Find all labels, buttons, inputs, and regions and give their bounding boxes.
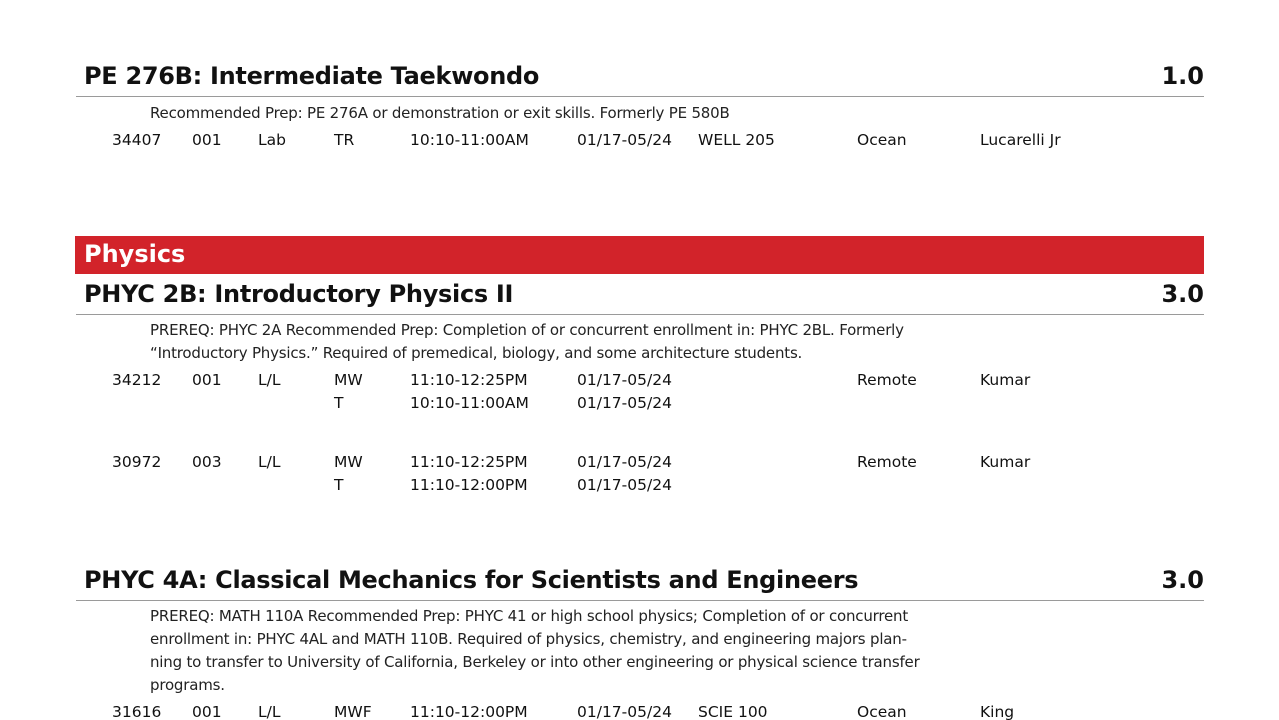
course-header-pe276b xyxy=(76,56,1204,97)
section-days: T xyxy=(334,476,344,494)
section-location: Remote xyxy=(857,453,917,471)
course-description-phyc4a xyxy=(150,605,980,697)
description-line: ning to transfer to University of California, Berkeley or into other engineering or physical science transfer xyxy=(150,653,920,671)
section-days: MW xyxy=(334,453,363,471)
description-line: “Introductory Physics.” Required of premedical, biology, and some architecture students. xyxy=(150,344,803,362)
section-location: Remote xyxy=(857,371,917,389)
course-header-phyc4a xyxy=(76,560,1204,601)
section-type: L/L xyxy=(258,453,281,471)
section-code: 001 xyxy=(192,703,222,720)
section-dates: 01/17-05/24 xyxy=(577,703,672,720)
section-code: 001 xyxy=(192,131,222,149)
section-room: WELL 205 xyxy=(698,131,775,149)
section-days: T xyxy=(334,394,344,412)
section-dates: 01/17-05/24 xyxy=(577,131,672,149)
department-title: Physics xyxy=(84,240,186,268)
course-title: PE 276B: Intermediate Taekwondo xyxy=(84,62,540,90)
section-type: L/L xyxy=(258,703,281,720)
section-days: TR xyxy=(334,131,355,149)
course-units: 3.0 xyxy=(1161,280,1204,308)
description-line: enrollment in: PHYC 4AL and MATH 110B. Required of physics, chemistry, and engineering majors plan- xyxy=(150,630,907,648)
section-time: 11:10-12:25PM xyxy=(410,453,528,471)
section-instructor: Kumar xyxy=(980,371,1031,389)
description-line: programs. xyxy=(150,676,225,694)
section-instructor: King xyxy=(980,703,1015,720)
section-number: 34212 xyxy=(112,371,162,389)
section-location: Ocean xyxy=(857,131,907,149)
section-time: 11:10-12:00PM xyxy=(410,703,528,720)
section-number: 31616 xyxy=(112,703,162,720)
section-code: 001 xyxy=(192,371,222,389)
course-description-pe276b xyxy=(150,102,980,125)
section-number: 34407 xyxy=(112,131,162,149)
section-dates: 01/17-05/24 xyxy=(577,453,672,471)
section-time: 11:10-12:00PM xyxy=(410,476,528,494)
course-units: 1.0 xyxy=(1161,62,1204,90)
course-description-phyc2b xyxy=(150,319,980,365)
section-code: 003 xyxy=(192,453,222,471)
section-dates: 01/17-05/24 xyxy=(577,371,672,389)
description-line: PREREQ: MATH 110A Recommended Prep: PHYC 41 or high school physics; Completion of or concurrent xyxy=(150,607,909,625)
section-type: Lab xyxy=(258,131,286,149)
description-line: PREREQ: PHYC 2A Recommended Prep: Completion of or concurrent enrollment in: PHYC 2BL. Formerly xyxy=(150,321,904,339)
course-units: 3.0 xyxy=(1161,566,1204,594)
course-header-phyc2b xyxy=(76,274,1204,315)
section-days: MW xyxy=(334,371,363,389)
section-dates: 01/17-05/24 xyxy=(577,394,672,412)
course-title: PHYC 2B: Introductory Physics II xyxy=(84,280,514,308)
section-days: MWF xyxy=(334,703,372,720)
section-room: SCIE 100 xyxy=(698,703,768,720)
section-type: L/L xyxy=(258,371,281,389)
section-dates: 01/17-05/24 xyxy=(577,476,672,494)
section-time: 10:10-11:00AM xyxy=(410,131,529,149)
section-location: Ocean xyxy=(857,703,907,720)
description-line: Recommended Prep: PE 276A or demonstration or exit skills. Formerly PE 580B xyxy=(150,104,730,122)
section-time: 11:10-12:25PM xyxy=(410,371,528,389)
section-instructor: Lucarelli Jr xyxy=(980,131,1061,149)
course-title: PHYC 4A: Classical Mechanics for Scientists and Engineers xyxy=(84,566,859,594)
section-time: 10:10-11:00AM xyxy=(410,394,529,412)
section-number: 30972 xyxy=(112,453,162,471)
department-header xyxy=(75,236,1204,274)
section-instructor: Kumar xyxy=(980,453,1031,471)
